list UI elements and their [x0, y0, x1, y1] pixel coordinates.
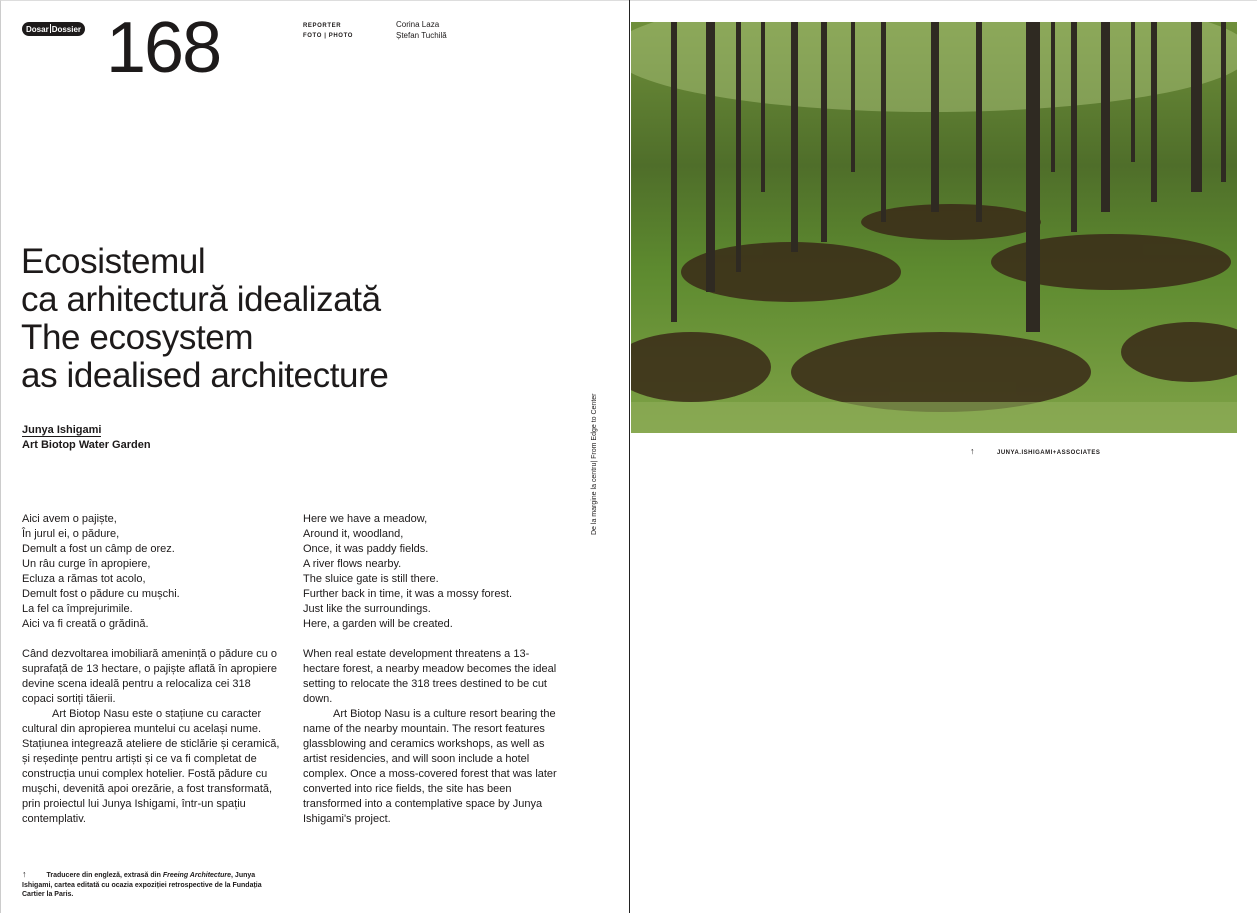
tree-trunk	[1071, 22, 1077, 232]
section-badge	[22, 22, 85, 36]
tree-trunk	[1151, 22, 1157, 202]
credit-names	[396, 19, 447, 41]
issue-number: 168	[106, 8, 221, 88]
credit-name: Ștefan Tuchilă	[396, 31, 447, 40]
poem-ro: Aici avem o pajiște, În jurul ei, o pădure, Demult a fost un câmp de orez. Un râu curge în apropiere, Ecluza a rămas tot acolo, Demult fost o pădure cu mușchi. La fel ca împrejurimile. Aici va fi creată o grădină.	[22, 513, 180, 630]
tree-trunk	[1191, 22, 1202, 192]
title-line: Ecosistemul	[21, 242, 206, 281]
photo-caption	[970, 446, 1100, 456]
spread-gutter	[629, 0, 630, 913]
article-title	[21, 243, 388, 395]
poem-en: Here we have a meadow, Around it, woodland, Once, it was paddy fields. A river flows nearby. The sluice gate is still there. Further back in time, it was a mossy forest. Just like the surroundings. Here, a garden will be created.	[303, 513, 513, 630]
tree-trunk	[706, 22, 715, 292]
tree-trunk	[1051, 22, 1055, 172]
paragraph: When real estate development threatens a 13-hectare forest, a nearby meadow becomes the ideal setting to relocate the 318 trees destined to be cut down.	[303, 648, 557, 705]
title-line: ca arhitectură idealizată	[21, 280, 381, 319]
paragraph: Art Biotop Nasu is a culture resort bearing the name of the nearby mountain. The resort features glassblowing and ceramics workshops, as well as artist residencies, and will soon include a hotel complex. Once a moss-covered forest that was later converted into rice fields, the site has been transformed into a contemplative space by Junya Ishigami's project.	[303, 708, 557, 825]
tree-trunk	[1101, 22, 1110, 212]
paragraph: Art Biotop Nasu este o stațiune cu caracter cultural din apropierea muntelui cu același nume. Stațiunea integrează ateliere de sticlărie și ceramică, și reședințe pentru artiști și ce va fi completat de construcția unui complex hotelier. Fostă pădure cu mușchi, devenită apoi orezărie, a fost transformată, prin proiectul lui Junya Ishigami, într-un spațiu contemplativ.	[22, 708, 280, 825]
column-romanian	[22, 512, 302, 842]
photo-credit: JUNYA.ISHIGAMI+ASSOCIATES	[997, 450, 1101, 456]
project-name: Art Biotop Water Garden	[22, 439, 151, 451]
title-line: as idealised architecture	[21, 356, 389, 395]
running-head: De la margine la centru| From Edge to Center	[591, 393, 598, 535]
title-line: The ecosystem	[21, 318, 254, 357]
tree-trunk	[821, 22, 827, 242]
tree-trunk	[976, 22, 982, 222]
footnote: ↑ Traducere din engleză, extrasă din Freeing Architecture, Junya Ishigami, cartea editată cu ocazia expoziției retrospective de la Fundația Cartier la Paris.	[22, 869, 262, 898]
tree-trunk	[851, 22, 855, 172]
forest-water-garden-photo	[631, 22, 1237, 433]
tree-trunk	[1131, 22, 1135, 162]
author-name: Junya Ishigami	[22, 424, 102, 436]
tree-trunk	[881, 22, 886, 222]
arrow-up-icon: ↑	[22, 869, 27, 879]
credit-label: REPORTER	[303, 23, 342, 29]
arrow-up-icon: ↑	[970, 446, 975, 456]
section-en: Dossier	[51, 25, 82, 34]
credit-labels	[303, 21, 353, 41]
paragraph: Când dezvoltarea imobiliară amenință o pădure cu o suprafață de 13 hectare, o pajiște aflată în apropiere devine scena ideală pentru a relocaliza cei 318 copaci sortiți tăierii.	[22, 648, 278, 705]
tree-trunk	[1026, 22, 1040, 332]
tree-trunk	[761, 22, 765, 192]
tree-trunk	[671, 22, 677, 322]
column-english	[303, 512, 583, 842]
credit-name: Corina Laza	[396, 20, 440, 29]
tree-trunk	[1221, 22, 1226, 182]
byline	[22, 423, 151, 453]
credit-label: FOTO | PHOTO	[303, 33, 353, 39]
tree-trunk	[931, 22, 939, 212]
section-ro: Dosar	[26, 25, 49, 34]
book-title: Freeing Architecture	[162, 872, 232, 879]
tree-trunk	[736, 22, 741, 272]
tree-trunk	[791, 22, 798, 252]
